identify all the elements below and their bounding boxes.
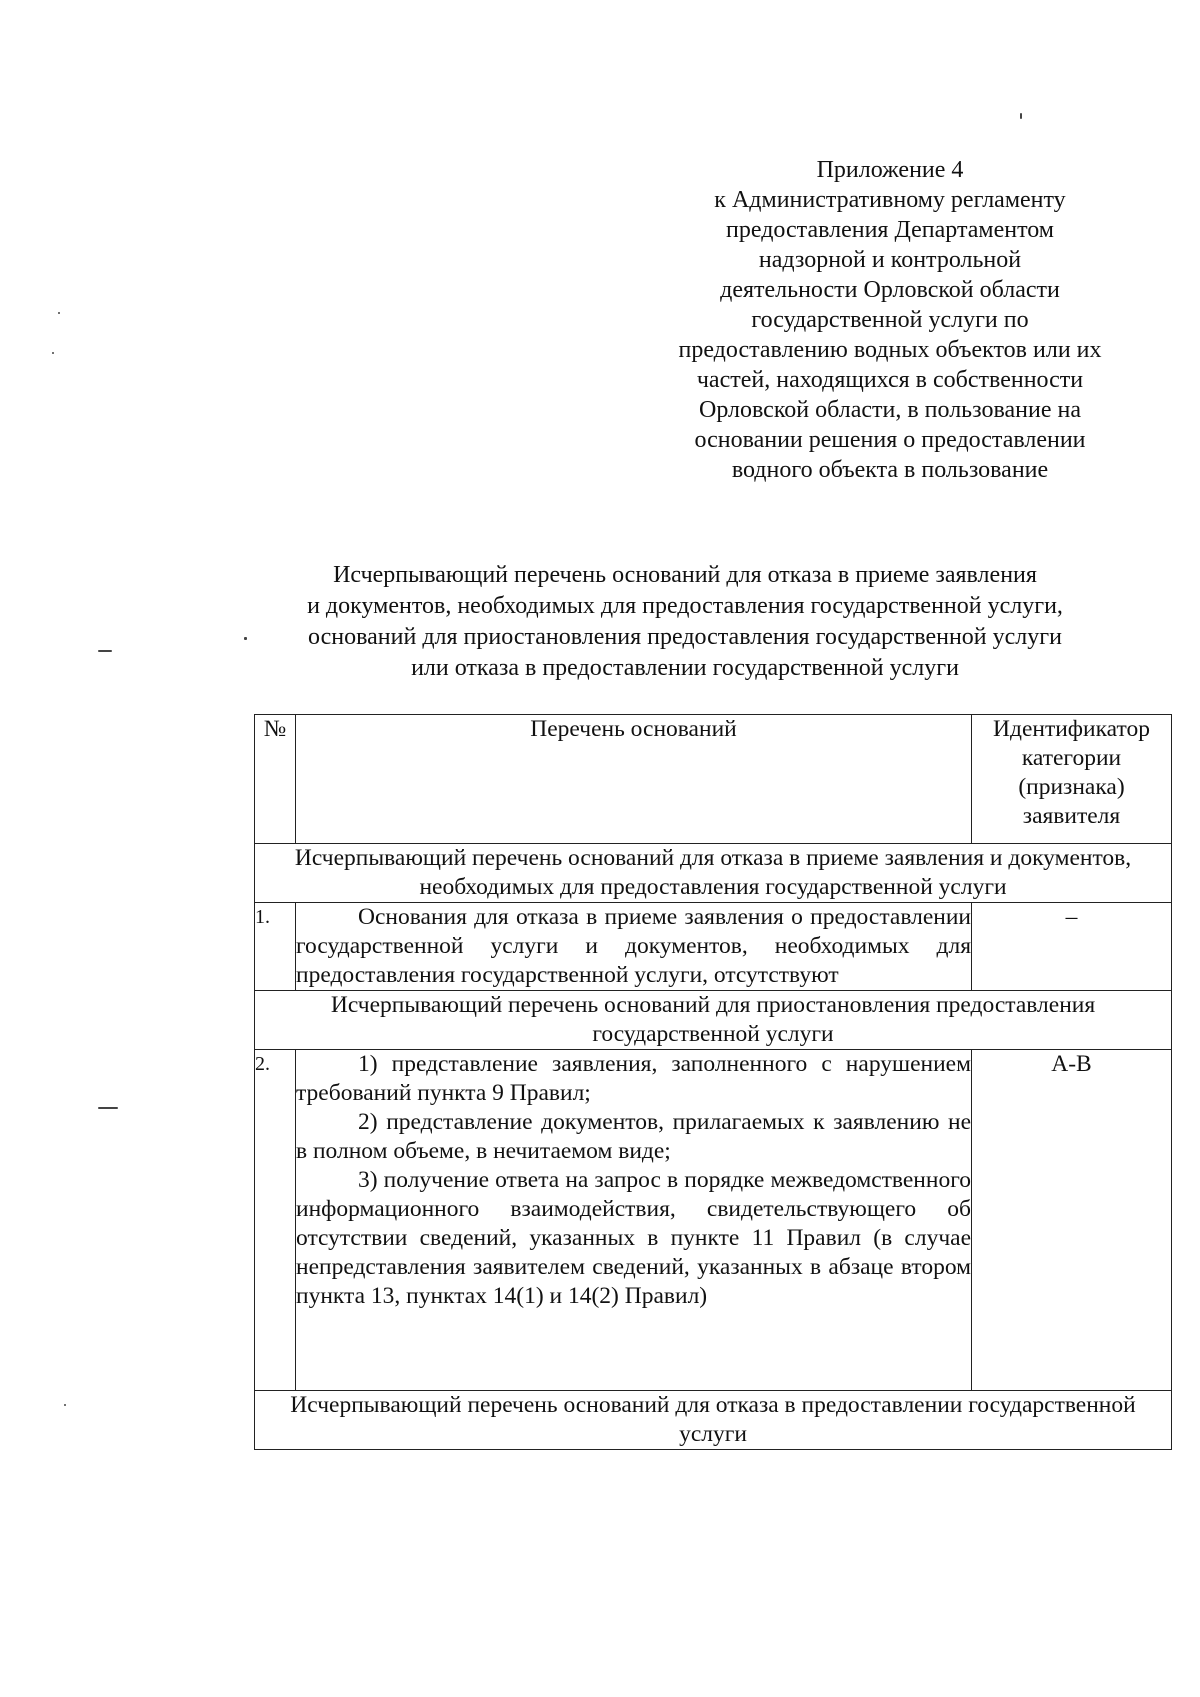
appendix-line: государственной услуги по bbox=[751, 307, 1029, 333]
scan-speck bbox=[244, 637, 247, 640]
section-1-title: Исчерпывающий перечень оснований для отказа в приеме заявления и документов, необходимых для предоставления государственной услуги bbox=[255, 844, 1172, 903]
header-identifier bbox=[972, 715, 1172, 844]
section-row bbox=[255, 991, 1172, 1050]
appendix-line: водного объекта в пользование bbox=[731, 457, 1049, 483]
row-1-number: 1. bbox=[255, 903, 296, 991]
appendix-line: Орловской области, в пользование на bbox=[699, 397, 1081, 423]
scan-speck bbox=[64, 1404, 66, 1406]
table-row bbox=[255, 1050, 1172, 1391]
header-identifier-line: заявителя bbox=[1022, 803, 1121, 829]
scan-speck bbox=[98, 650, 112, 652]
title-line: и документов, необходимых для предоставления государственной услуги, bbox=[307, 593, 1063, 619]
table-row bbox=[255, 903, 1172, 991]
row-2-text bbox=[296, 1050, 972, 1391]
row-2-item: 3) получение ответа на запрос в порядке межведомственного информационного взаимодействия, свидетельствующего об отсутствии сведений, указанных в пункте 11 Правил (в случае непредставления заявителем сведений, указанных в абзаце втором пункта 13, пунктах 14(1) и 14(2) Правил) bbox=[296, 1167, 971, 1309]
appendix-line: деятельности Орловской области bbox=[720, 277, 1060, 303]
row-2-number: 2. bbox=[255, 1050, 296, 1391]
appendix-line: надзорной и контрольной bbox=[758, 247, 1022, 273]
scan-speck bbox=[1020, 113, 1022, 119]
row-2-item: 2) представление документов, прилагаемых к заявлению не в полном объеме, в нечитаемом виде; bbox=[296, 1109, 971, 1164]
row-2-identifier: А-В bbox=[972, 1050, 1172, 1391]
row-2-item: 1) представление заявления, заполненного с нарушением требований пункта 9 Правил; bbox=[296, 1051, 971, 1106]
appendix-line: предоставлению водных объектов или их bbox=[678, 337, 1102, 363]
section-3-title: Исчерпывающий перечень оснований для отказа в предоставлении государственной услуги bbox=[255, 1391, 1172, 1450]
section-row bbox=[255, 1391, 1172, 1450]
section-row bbox=[255, 844, 1172, 903]
title-line: оснований для приостановления предоставления государственной услуги bbox=[308, 624, 1062, 650]
document-title bbox=[245, 560, 1125, 684]
appendix-line: основании решения о предоставлении bbox=[694, 427, 1086, 453]
appendix-line: предоставления Департаментом bbox=[726, 217, 1054, 243]
table-header-row bbox=[255, 715, 1172, 844]
appendix-block bbox=[640, 155, 1140, 485]
grounds-table bbox=[254, 714, 1172, 1450]
title-line: или отказа в предоставлении государственной услуги bbox=[411, 655, 959, 681]
header-identifier-line: (признака) bbox=[1018, 774, 1125, 800]
appendix-line: Приложение 4 bbox=[816, 157, 964, 183]
title-line: Исчерпывающий перечень оснований для отказа в приеме заявления bbox=[333, 562, 1037, 588]
header-grounds: Перечень оснований bbox=[296, 715, 972, 844]
row-1-identifier: – bbox=[972, 903, 1172, 991]
scan-speck bbox=[98, 1107, 118, 1109]
header-number: № bbox=[255, 715, 296, 844]
header-identifier-line: категории bbox=[1021, 745, 1122, 771]
scan-speck bbox=[52, 352, 54, 354]
scan-speck bbox=[58, 312, 60, 314]
header-identifier-line: Идентификатор bbox=[993, 716, 1150, 742]
section-2-title: Исчерпывающий перечень оснований для приостановления предоставления государственной услуги bbox=[255, 991, 1172, 1050]
row-1-text bbox=[296, 903, 972, 991]
appendix-line: частей, находящихся в собственности bbox=[696, 367, 1084, 393]
row-1-paragraph: Основания для отказа в приеме заявления о предоставлении государственной услуги и документов, необходимых для предоставления государственной услуги, отсутствуют bbox=[296, 904, 971, 988]
appendix-line: к Административному регламенту bbox=[714, 187, 1066, 213]
